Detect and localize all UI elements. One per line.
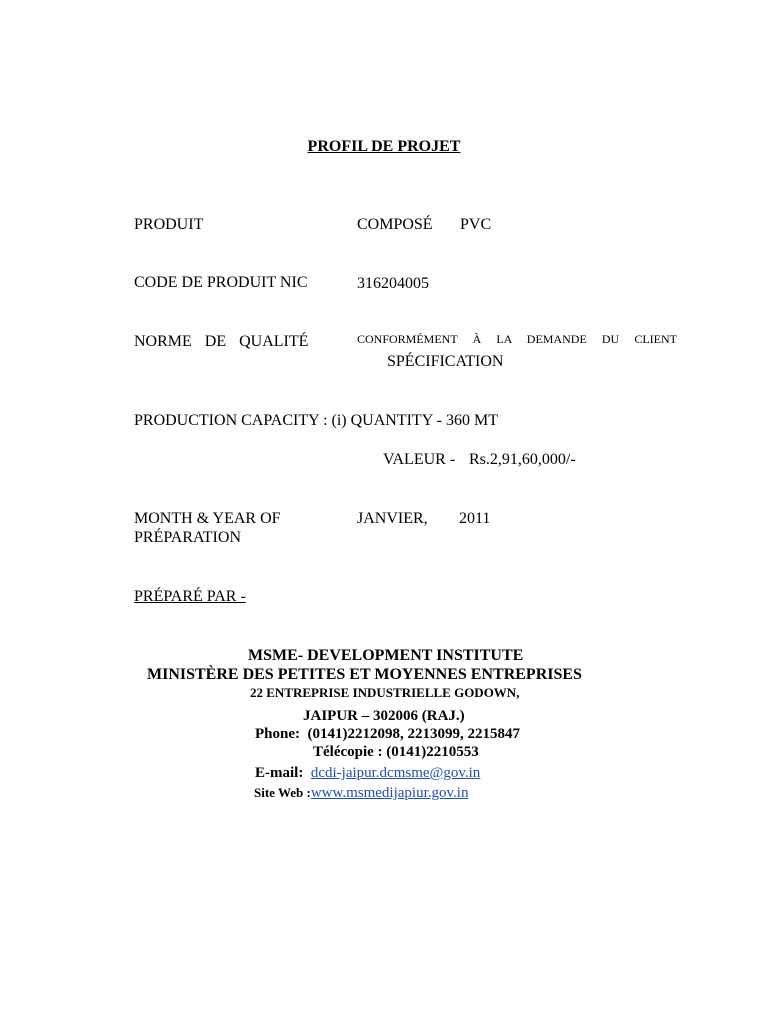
page-title: PROFIL DE PROJET xyxy=(307,138,461,155)
nic-code-value: 316204005 xyxy=(357,275,429,292)
institute-ministry: MINISTÈRE DES PETITES ET MOYENNES ENTREPRISES xyxy=(147,666,582,683)
institute-fax: Télécopie : (0141)2210553 xyxy=(313,744,479,760)
prep-date-label-line2: PRÉPARATION xyxy=(134,529,241,546)
institute-city: JAIPUR – 302006 (RAJ.) xyxy=(303,708,465,724)
institute-phone xyxy=(255,727,520,742)
prep-date-label-line1: MONTH & YEAR OF xyxy=(134,510,281,527)
quality-value-line1: CONFORMÉMENT À LA DEMANDE DU CLIENT xyxy=(357,332,677,346)
institute-address: 22 ENTREPRISE INDUSTRIELLE GODOWN, xyxy=(250,685,520,700)
phone-label: Phone: xyxy=(255,726,300,742)
web-label: Site Web : xyxy=(254,785,311,800)
capacity-quantity: PRODUCTION CAPACITY : (i) QUANTITY - 360 MT xyxy=(134,412,498,429)
quality-label: NORME DE QUALITÉ xyxy=(134,333,309,350)
prep-date-year: 2011 xyxy=(459,510,491,527)
web-link[interactable]: www.msmedijapiur.gov.in xyxy=(310,785,469,801)
capacity-valeur-label: VALEUR - xyxy=(383,451,456,468)
produit-label: PRODUIT xyxy=(134,216,204,233)
produit-value-a: COMPOSÉ xyxy=(357,216,433,233)
prepared-by xyxy=(134,589,246,605)
prep-date-month: JANVIER, xyxy=(357,510,428,527)
capacity-valeur-value: Rs.2,91,60,000/- xyxy=(469,451,576,468)
produit-value-b: PVC xyxy=(460,216,492,233)
nic-code-label: CODE DE PRODUIT NIC xyxy=(134,274,308,291)
prepared-by-label: PRÉPARÉ PAR xyxy=(134,588,237,605)
institute-name: MSME- DEVELOPMENT INSTITUTE xyxy=(248,647,524,664)
email-label: E-mail: xyxy=(255,765,304,781)
quality-value-line2: SPÉCIFICATION xyxy=(387,353,504,370)
prepared-by-suffix: - xyxy=(240,588,246,605)
email-link[interactable]: dcdi-jaipur.dcmsme@gov.in xyxy=(310,765,481,781)
institute-web xyxy=(254,786,468,801)
phone-value: (0141)2212098, 2213099, 2215847 xyxy=(307,726,520,742)
institute-email xyxy=(255,766,480,781)
